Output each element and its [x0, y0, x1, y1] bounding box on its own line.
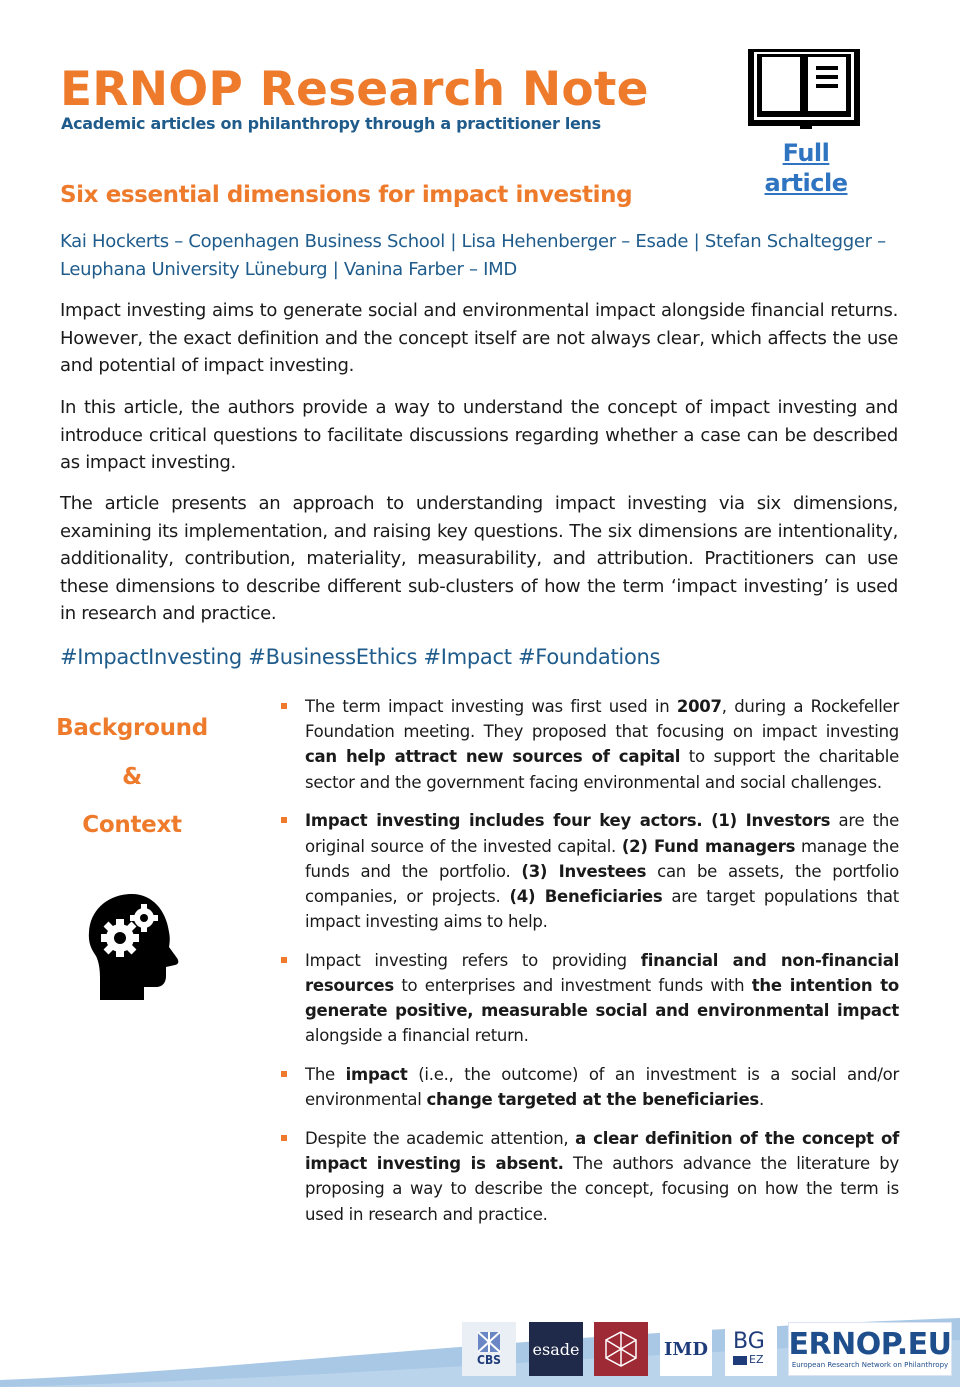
cube-logo[interactable]: [594, 1322, 648, 1376]
section-label-line2: &: [122, 763, 142, 790]
bullet-text: The: [305, 1065, 346, 1085]
bullet-text: .: [758, 1090, 764, 1110]
list-item: [279, 808, 899, 934]
section-label: [40, 704, 224, 850]
bullet-text: (i.e., the outcome) of an investment is a social and/or environmental: [305, 1065, 900, 1110]
section-label-line3: Context: [82, 812, 182, 838]
list-item: [279, 948, 899, 1049]
bullet-text: to support the charitable sector and the government facing environmental and social challenges.: [305, 747, 899, 792]
bullet-text: , during a Rockefeller Foundation meeting. They proposed that focusing on impact investing: [305, 697, 899, 742]
bullet-bold-text: change targeted at the beneficiaries: [426, 1090, 759, 1110]
bullet-text: to enterprises and investment funds with: [393, 976, 752, 996]
bullet-text: can be assets, the portfolio companies, or projects.: [305, 861, 900, 906]
list-item: [279, 1062, 899, 1112]
bgez-logo[interactable]: [725, 1322, 777, 1376]
intro-paragraph: Impact investing aims to generate social and environmental impact alongside financial returns. However, the exact definition and the concept itself are not always clear, which affects the use and potential of impact investing.: [60, 300, 898, 376]
bullet-text: manage the funds and the portfolio.: [305, 836, 899, 881]
article-authors: Kai Hockerts – Copenhagen Business School | Lisa Hehenberger – Esade | Stefan Schaltegger – Leuphana University Lüneburg | Vanina Farber – IMD: [60, 231, 886, 280]
bullet-bold-text: (3) Investees: [521, 861, 647, 881]
ernop-logo[interactable]: [788, 1322, 952, 1376]
bullet-bold-text: (2) Fund managers: [621, 836, 796, 856]
bullet-text: Impact investing refers to providing: [305, 950, 641, 970]
background-bullets: [279, 694, 899, 1240]
section-label-line1: Background: [56, 715, 208, 741]
hashtags: #ImpactInvesting #BusinessEthics #Impact #Foundations: [60, 645, 661, 669]
bullet-text: are the original source of the invested capital.: [305, 811, 899, 856]
bullet-bold-text: Impact investing includes four key actors. (1) Investors: [305, 811, 831, 831]
list-item: [279, 694, 899, 795]
bullet-bold-text: a clear definition of the concept of impact investing is absent.: [305, 1129, 899, 1174]
bullet-bold-text: the intention to generate positive, measurable social and environmental impact: [305, 976, 900, 1021]
cube-icon: [604, 1330, 638, 1368]
list-item: [279, 1126, 899, 1227]
cbs-emblem-icon: [476, 1331, 502, 1353]
bullet-text: The term impact investing was first used in: [305, 697, 677, 716]
bullet-text: The authors advance the literature by proposing a way to describe the concept, focusing on how the term is used in research and practice.: [305, 1154, 899, 1224]
article-heading: Six essential dimensions for impact investing: [60, 182, 633, 208]
approach-paragraph: The article presents an approach to understanding impact investing via six dimensions, examining its implementation, and raising key questions. The six dimensions are intentionality, additionality, contribution, materiality, measurability, and attribution. Practitioners can use these dimensions to describe different sub-clusters of how the term ‘impact investing’ is used in research and practice.: [60, 493, 898, 624]
bullet-bold-text: 2007: [676, 697, 722, 716]
page-title: ERNOP Research Note: [60, 62, 649, 117]
ernop-logo-tagline: European Research Network on Philanthropy: [791, 1360, 949, 1369]
ernop-logo-text: ERNOP.EU: [788, 1326, 952, 1362]
bullet-text: Despite the academic attention,: [305, 1129, 576, 1149]
esade-logo[interactable]: esade: [529, 1322, 583, 1376]
full-article-label[interactable]: Full article: [764, 139, 848, 197]
bullet-bold-text: (4) Beneficiaries: [509, 886, 663, 906]
bullet-bold-text: can help attract new sources of capital: [305, 747, 681, 767]
bgez-logo-ez: EZ: [733, 1353, 764, 1367]
head-gears-icon: [84, 890, 184, 1004]
full-article-link[interactable]: [742, 44, 870, 198]
bullet-text: alongside a financial return.: [305, 1026, 529, 1046]
purpose-paragraph: In this article, the authors provide a way to understand the concept of impact investing and introduce critical questions to facilitate discussions regarding whether a case can be described as impact investing.: [60, 397, 898, 473]
book-icon: [742, 44, 870, 134]
bullet-bold-text: financial and non-financial resources: [305, 950, 899, 996]
bullet-text: are target populations that impact investing aims to help.: [305, 886, 899, 932]
page-subtitle: Academic articles on philanthropy through a practitioner lens: [61, 114, 601, 133]
cbs-logo[interactable]: [462, 1322, 516, 1376]
cbs-logo-text: CBS: [477, 1353, 501, 1367]
bullet-bold-text: impact: [345, 1065, 408, 1085]
bgez-logo-bg: BG: [733, 1329, 765, 1354]
imd-logo[interactable]: IMD: [660, 1322, 712, 1376]
